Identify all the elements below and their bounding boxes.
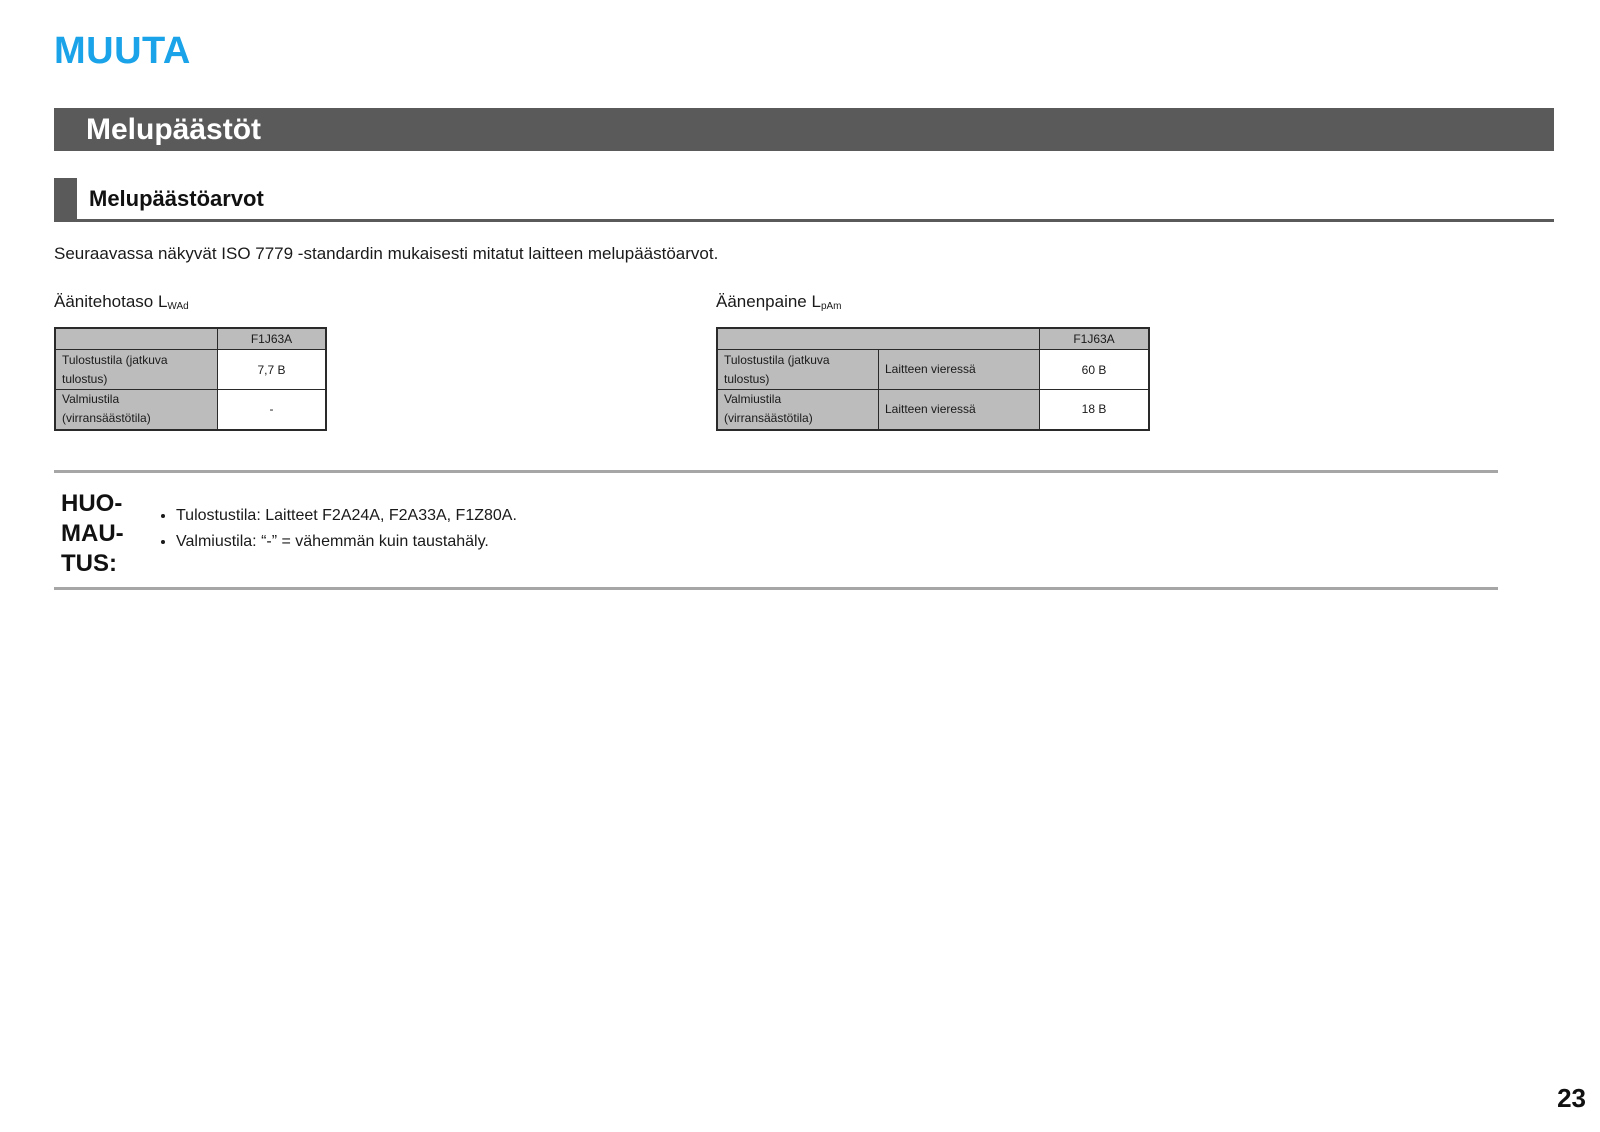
note-list (158, 503, 517, 555)
intro-paragraph: Seuraavassa näkyvät ISO 7779 -standardin mukaisesti mitatut laitteen melupäästöarvot. (54, 244, 719, 263)
sound-power-caption (54, 292, 189, 312)
table-cell-position: Laitteen vieressä (879, 350, 1040, 390)
table-row (717, 350, 1149, 390)
page-number: 23 (1557, 1083, 1586, 1113)
section-header: Melupäästöt (54, 108, 1554, 151)
table-cell-value: 18 B (1040, 390, 1150, 430)
chapter-title: MUUTA (54, 30, 191, 72)
note-label (61, 489, 141, 579)
note-label-line: MAU- (61, 520, 124, 547)
sound-power-caption-subscript: WAd (167, 301, 189, 312)
sound-power-table (54, 327, 327, 431)
table-cell-value: 7,7 B (218, 350, 327, 390)
subsection-header (54, 178, 1554, 222)
sound-pressure-table (716, 327, 1150, 431)
table-cell-mode: Tulostustila (jatkuva tulostus) (55, 350, 218, 390)
table-cell-value: 60 B (1040, 350, 1150, 390)
note-label-line: TUS: (61, 550, 117, 577)
sound-pressure-caption-subscript: pAm (820, 301, 842, 312)
subsection-accent-bar (54, 178, 77, 220)
table-row (717, 390, 1149, 430)
table-header-row (717, 328, 1149, 350)
note-label-line: HUO- (61, 490, 123, 517)
note-item: • Tulostustila: Laitteet F2A24A, F2A33A, F1Z80A. (176, 503, 517, 529)
table-header-empty (55, 328, 218, 350)
subsection-title: Melupäästöarvot (89, 186, 264, 211)
note-box (54, 470, 1498, 590)
sound-pressure-caption (716, 292, 842, 312)
table-header-model: F1J63A (218, 328, 327, 350)
note-item: • Valmiustila: “-” = vähemmän kuin taustahäly. (176, 529, 517, 555)
table-row (55, 390, 326, 430)
table-cell-mode: Valmiustila (virransäästötila) (55, 390, 218, 430)
table-cell-mode: Tulostustila (jatkuva tulostus) (717, 350, 879, 390)
table-cell-position: Laitteen vieressä (879, 390, 1040, 430)
table-row (55, 350, 326, 390)
table-cell-mode: Valmiustila (virransäästötila) (717, 390, 879, 430)
sound-power-caption-text: Äänitehotaso L (54, 292, 168, 311)
table-header-row (55, 328, 326, 350)
table-header-empty (717, 328, 1040, 350)
table-cell-value: - (218, 390, 327, 430)
sound-pressure-caption-text: Äänenpaine L (716, 292, 821, 311)
table-header-model: F1J63A (1040, 328, 1150, 350)
